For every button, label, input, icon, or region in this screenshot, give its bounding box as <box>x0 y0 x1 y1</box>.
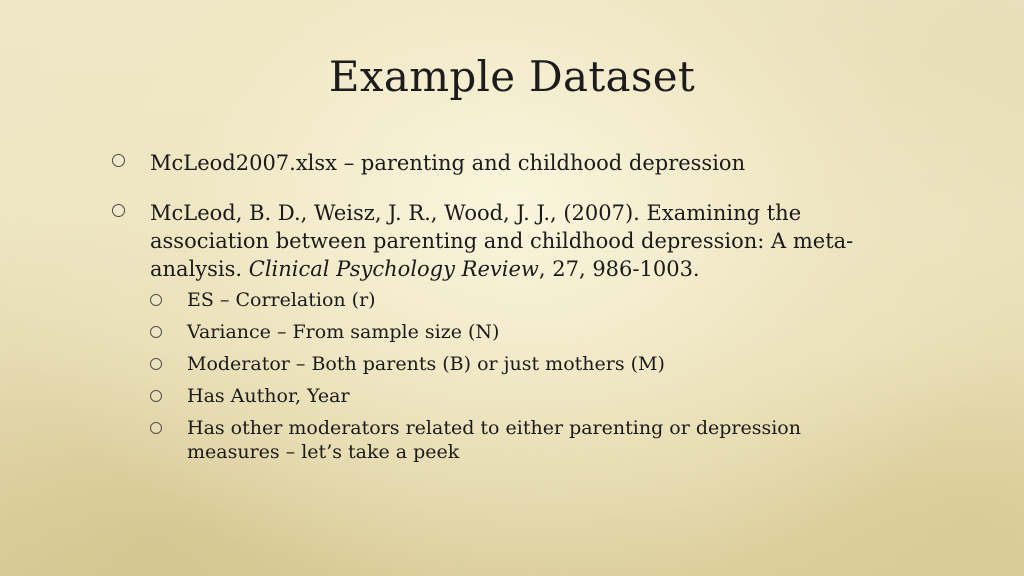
sub-bullet-item <box>150 352 910 376</box>
citation-volume: , 27, 986-1003. <box>538 257 700 281</box>
bullet-text: McLeod2007.xlsx – parenting and childhood depression <box>150 151 746 175</box>
sub-bullet-item <box>150 288 910 312</box>
circle-bullet-icon <box>150 326 162 338</box>
citation-authors: McLeod, B. D., Weisz, J. R., Wood, J. J., (2007). Examining the association between parenting and childhood depression: A meta-analysis. <box>150 201 854 281</box>
citation-text <box>150 199 912 283</box>
bullet-item-1 <box>112 149 972 177</box>
sub-bullet-text: ES – Correlation (r) <box>187 289 376 311</box>
sub-bullet-text: Has Author, Year <box>187 385 350 407</box>
circle-bullet-icon <box>112 204 125 217</box>
sub-bullet-text: Variance – From sample size (N) <box>187 321 500 343</box>
sub-bullet-item <box>150 384 910 408</box>
sub-bullet-item <box>150 320 910 344</box>
circle-bullet-icon <box>150 358 162 370</box>
sub-bullet-text: Moderator – Both parents (B) or just mothers (M) <box>187 353 665 375</box>
circle-bullet-icon <box>150 390 162 402</box>
sub-bullet-item <box>150 416 890 464</box>
circle-bullet-icon <box>112 154 125 167</box>
slide-title: Example Dataset <box>328 52 696 101</box>
circle-bullet-icon <box>150 294 162 306</box>
sub-bullet-text: Has other moderators related to either parenting or depression measures – let’s take a peek <box>187 417 801 463</box>
citation-journal: Clinical Psychology Review <box>248 257 539 281</box>
bullet-item-2 <box>112 199 912 283</box>
circle-bullet-icon <box>150 422 162 434</box>
